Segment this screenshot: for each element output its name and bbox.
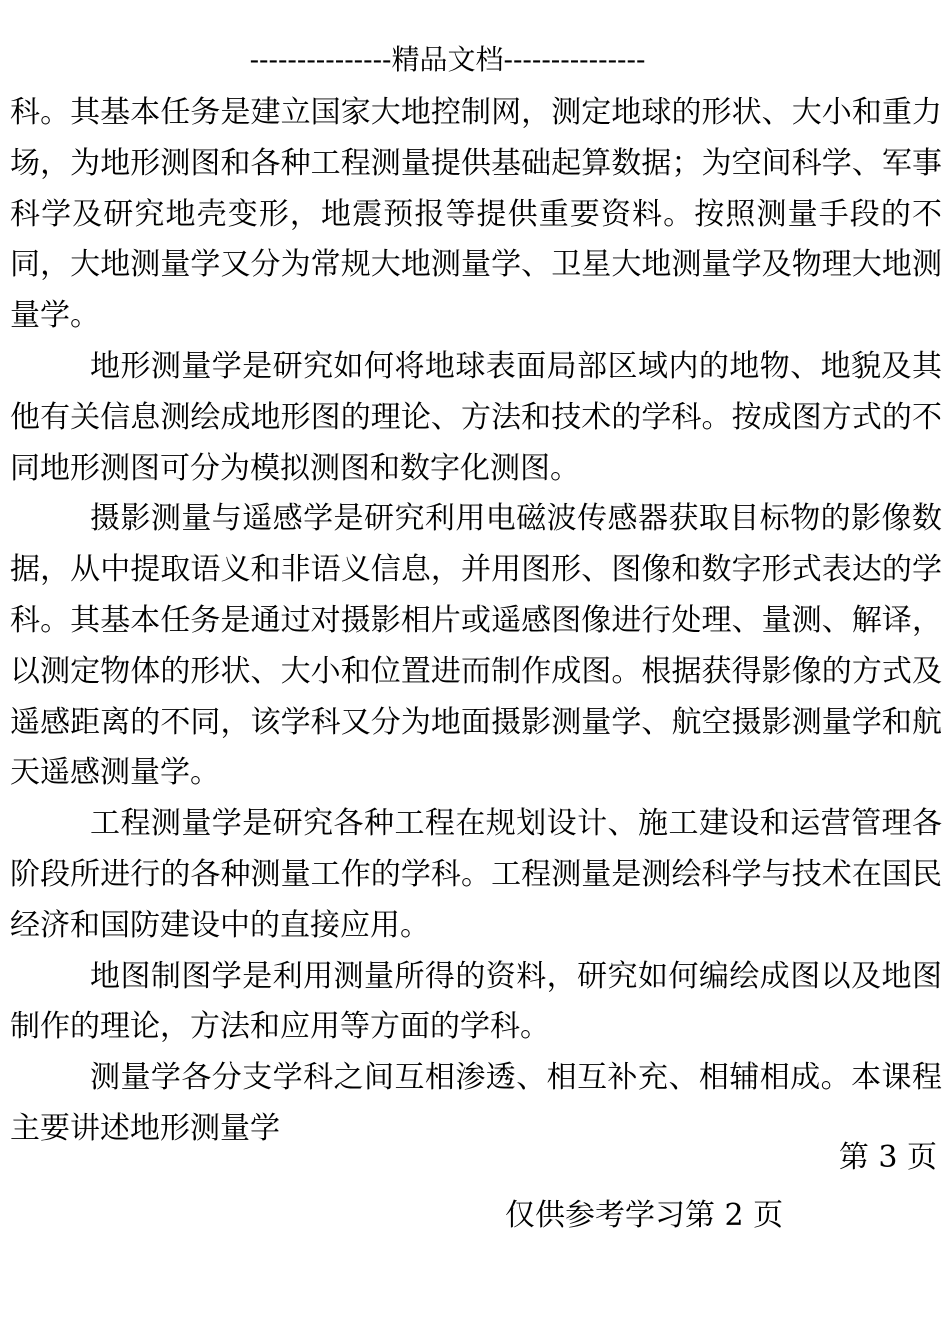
paragraph-cartography: 地图制图学是利用测量所得的资料，研究如何编绘成图以及地图制作的理论，方法和应用等方面的学科。 [10, 958, 942, 1045]
paragraph-photogrammetry-remote-sensing: 摄影测量与遥感学是研究利用电磁波传感器获取目标物的影像数据，从中提取语义和非语义信息，并用图形、图像和数字形式表达的学科。其基本任务是通过对摄影相片或遥感图像进行处理、量测、解译，以测定物体的形状、大小和位置进而制作成图。根据获得影像的方式及遥感距离的不同，该学科又分为地面摄影测量学、航空摄影测量学和航天遥感测量学。 [10, 501, 942, 791]
paragraph-course-summary: 测量学各分支学科之间互相渗透、相互补充、相辅相成。本课程主要讲述地形测量学 [10, 1060, 942, 1146]
paragraph-geodesy-continued: 科。其基本任务是建立国家大地控制网，测定地球的形状、大小和重力场，为地形测图和各种工程测量提供基础起算数据；为空间科学、军事科学及研究地壳变形，地震预报等提供重要资料。按照测量手段的不同，大地测量学又分为常规大地测量学、卫星大地测量学及物理大地测量学。 [10, 95, 942, 334]
page-footer: 仅供参考学习第 2 页 [505, 1198, 784, 1233]
page-header: ---------------精品文档--------------- [249, 43, 646, 76]
paragraph-engineering-surveying: 工程测量学是研究各种工程在规划设计、施工建设和运营管理各阶段所进行的各种测量工作的学科。工程测量是测绘科学与技术在国民经济和国防建设中的直接应用。 [10, 806, 942, 943]
paragraph-topographic-surveying: 地形测量学是研究如何将地球表面局部区域内的地物、地貌及其他有关信息测绘成地形图的理论、方法和技术的学科。按成图方式的不同地形测图可分为模拟测图和数字化测图。 [10, 348, 942, 486]
page-number: 第 3 页 [838, 1140, 937, 1175]
document-body [10, 88, 942, 1155]
